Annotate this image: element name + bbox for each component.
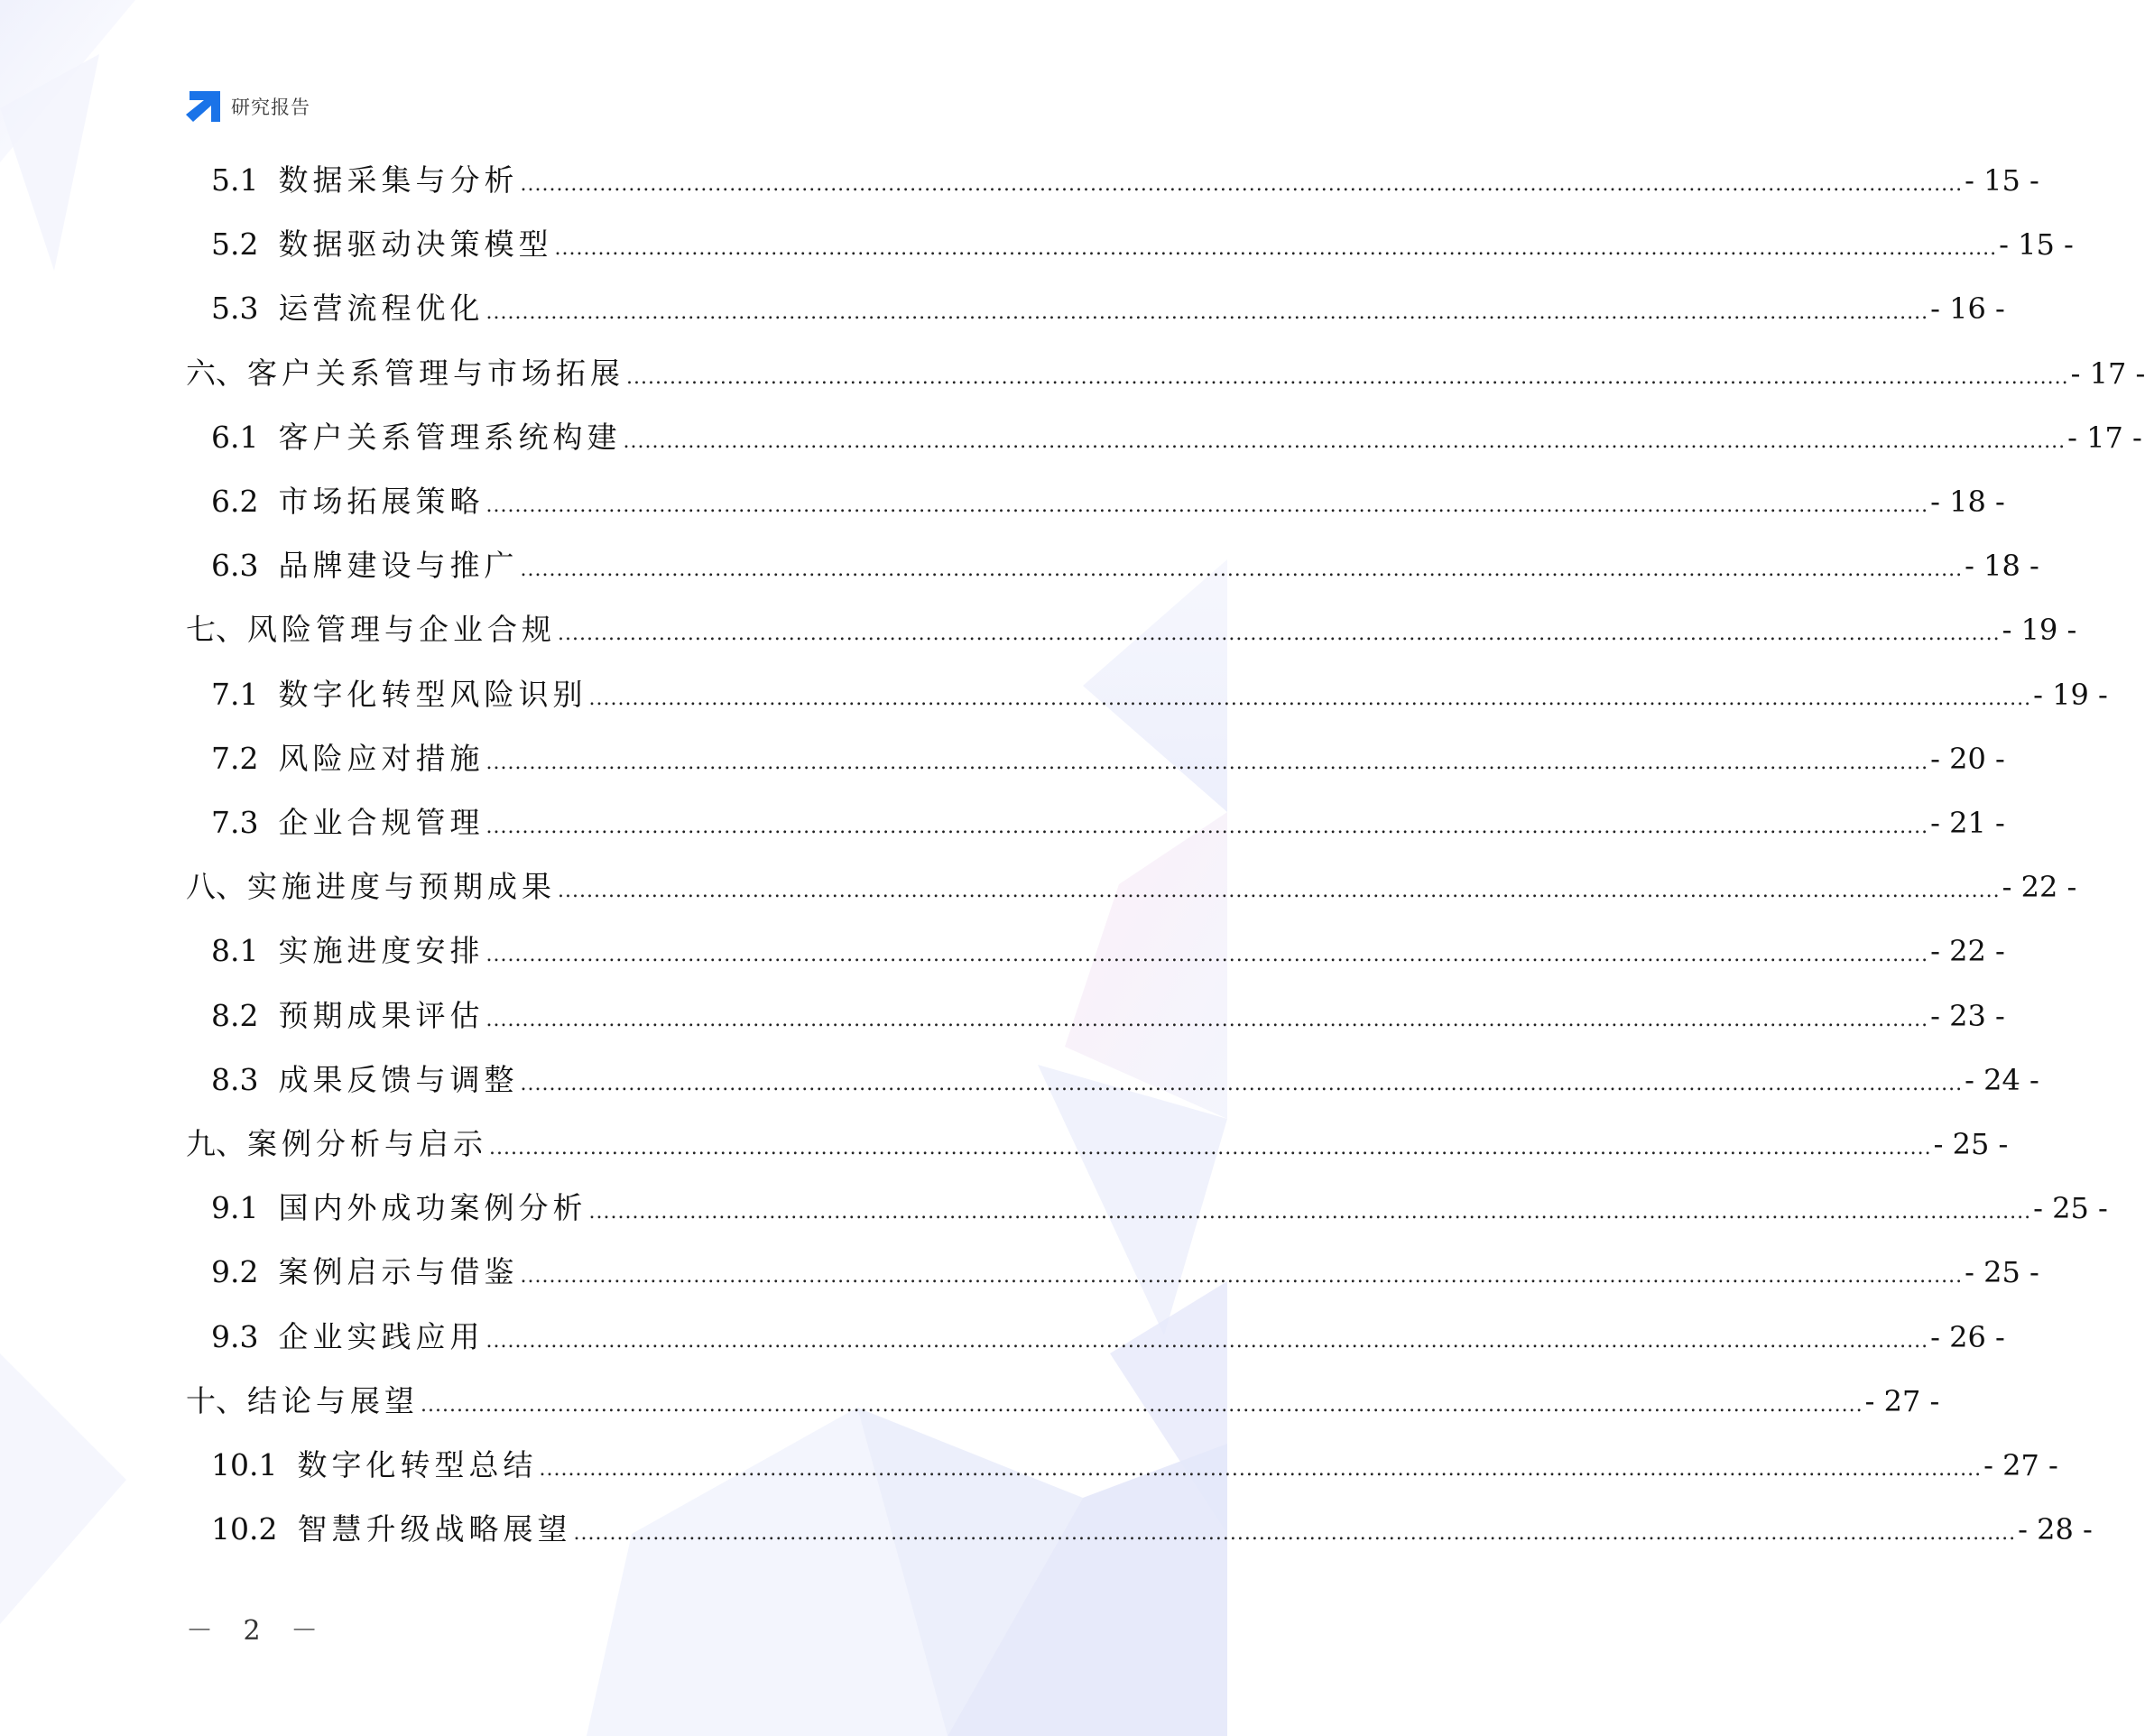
toc-entry[interactable] [211, 1312, 2005, 1362]
toc-entry-number: 8.1 [211, 933, 259, 969]
dot-leader: ........................................................................................................................................................................................................ [573, 1522, 2017, 1546]
toc-entry[interactable] [211, 155, 2039, 206]
toc-entry-page: - 19 - [2033, 677, 2108, 712]
toc-entry[interactable] [211, 1504, 2093, 1555]
toc-entry-number: 5.2 [211, 226, 259, 263]
toc-entry-number: 8.2 [211, 997, 259, 1033]
toc-entry-page: - 17 - [2070, 356, 2145, 391]
toc-entry-page: - 25 - [1933, 1127, 2009, 1161]
toc-entry-title: 国内外成功案例分析 [278, 1190, 587, 1226]
toc-entry-number: 7.2 [211, 740, 259, 776]
toc-entry-number: 十、 [186, 1382, 245, 1418]
toc-entry-page: - 18 - [1965, 549, 2039, 584]
toc-entry-number: 7.3 [211, 805, 259, 840]
toc-entry-number: 六、 [186, 355, 245, 391]
toc-entry-page: - 20 - [1930, 741, 2005, 776]
toc-entry-number: 九、 [186, 1126, 245, 1161]
toc-entry-page: - 27 - [1864, 1383, 1940, 1418]
dot-leader: ........................................................................................................................................................................................................ [421, 1393, 1863, 1417]
dot-leader: ........................................................................................................................................................................................................ [485, 1329, 1929, 1353]
toc-entry-number: 七、 [186, 612, 245, 648]
toc-entry-title: 结论与展望 [247, 1382, 419, 1418]
toc-entry-number: 7.1 [211, 676, 259, 712]
toc-entry-page: - 21 - [1930, 806, 2005, 840]
toc-entry-title: 智慧升级战略展望 [297, 1511, 572, 1547]
dot-leader: ........................................................................................................................................................................................................ [558, 880, 2001, 903]
toc-entry-title: 数字化转型总结 [297, 1447, 538, 1482]
dot-leader: ........................................................................................................................................................................................................ [623, 429, 2066, 453]
toc-entry[interactable] [211, 1440, 2058, 1491]
toc-entry[interactable] [211, 1055, 2039, 1105]
toc-entry[interactable] [211, 926, 2005, 976]
toc-entry-number: 6.2 [211, 484, 259, 519]
toc-entry-number: 6.1 [211, 419, 259, 455]
toc-entry-page: - 25 - [2033, 1191, 2108, 1226]
dot-leader: ........................................................................................................................................................................................................ [588, 1201, 2032, 1224]
dot-leader: ........................................................................................................................................................................................................ [485, 751, 1929, 774]
toc-entry[interactable] [186, 605, 2077, 655]
dot-leader: ........................................................................................................................................................................................................ [554, 237, 1998, 261]
toc-entry-page: - 23 - [1930, 998, 2005, 1033]
toc-entry-number: 9.3 [211, 1318, 259, 1354]
dot-leader: ........................................................................................................................................................................................................ [485, 816, 1929, 838]
toc-entry[interactable] [211, 798, 2005, 848]
toc-entry[interactable] [211, 1247, 2039, 1297]
toc-entry-number: 9.2 [211, 1254, 259, 1290]
dot-leader: ........................................................................................................................................................................................................ [485, 1008, 1929, 1031]
page-number: － 2 － [186, 1615, 329, 1647]
toc-entry-title: 客户关系管理与市场拓展 [247, 355, 624, 391]
toc-entry[interactable] [186, 1119, 2009, 1169]
toc-entry-page: - 22 - [2002, 870, 2077, 905]
toc-entry-title: 数字化转型风险识别 [278, 676, 587, 712]
dot-leader: ........................................................................................................................................................................................................ [489, 1137, 1932, 1159]
toc-entry-page: - 28 - [2018, 1512, 2093, 1547]
toc-entry[interactable] [211, 283, 2005, 334]
toc-entry-title: 预期成果评估 [278, 997, 485, 1033]
header-title: 研究报告 [231, 97, 310, 118]
dot-leader: ........................................................................................................................................................................................................ [485, 494, 1929, 517]
toc-entry-title: 实施进度安排 [278, 933, 485, 969]
toc-entry[interactable] [211, 734, 2005, 784]
toc-entry[interactable] [186, 862, 2077, 912]
toc-entry-title: 实施进度与预期成果 [247, 869, 556, 905]
toc-entry-number: 八、 [186, 869, 245, 905]
dot-leader: ........................................................................................................................................................................................................ [558, 623, 2001, 646]
toc-entry-title: 市场拓展策略 [278, 484, 485, 519]
toc-entry-number: 8.3 [211, 1061, 259, 1097]
toc-entry[interactable] [186, 348, 2145, 399]
toc-entry[interactable] [186, 1376, 1940, 1427]
toc-entry-page: - 17 - [2067, 420, 2142, 455]
dot-leader: ........................................................................................................................................................................................................ [520, 173, 1964, 196]
toc-entry[interactable] [211, 219, 2074, 270]
toc-entry-title: 运营流程优化 [278, 291, 485, 327]
toc-entry[interactable] [211, 412, 2142, 463]
toc-entry-number: 5.1 [211, 162, 259, 198]
dot-leader: ........................................................................................................................................................................................................ [539, 1458, 1983, 1481]
toc-entry-page: - 26 - [1930, 1319, 2005, 1354]
toc-entry-title: 客户关系管理系统构建 [278, 419, 622, 455]
dot-leader: ........................................................................................................................................................................................................ [626, 365, 2069, 389]
toc-entry-number: 9.1 [211, 1190, 259, 1226]
toc-entry-page: - 15 - [1999, 227, 2074, 263]
toc-entry-title: 品牌建设与推广 [278, 548, 519, 584]
toc-entry-title: 案例分析与启示 [247, 1126, 487, 1161]
dot-leader: ........................................................................................................................................................................................................ [520, 1265, 1964, 1288]
toc-entry-page: - 19 - [2002, 613, 2077, 648]
toc-entry[interactable] [211, 1183, 2108, 1233]
toc-entry-title: 风险应对措施 [278, 740, 485, 776]
toc-entry-title: 成果反馈与调整 [278, 1061, 519, 1097]
toc-entry-title: 数据驱动决策模型 [278, 226, 553, 263]
dot-leader: ........................................................................................................................................................................................................ [588, 687, 2032, 710]
toc-entry-page: - 27 - [1983, 1448, 2058, 1482]
toc-entry-number: 10.1 [211, 1447, 278, 1482]
toc-entry-page: - 22 - [1930, 934, 2005, 969]
toc-entry-title: 案例启示与借鉴 [278, 1254, 519, 1290]
toc-entry-page: - 24 - [1965, 1062, 2039, 1097]
toc-entry[interactable] [211, 991, 2005, 1041]
toc-entry[interactable] [211, 540, 2039, 591]
toc-entry-page: - 15 - [1965, 163, 2039, 198]
toc-entry-title: 数据采集与分析 [278, 162, 519, 198]
toc-entry-page: - 18 - [1930, 485, 2005, 519]
toc-entry[interactable] [211, 669, 2108, 720]
toc-entry-page: - 16 - [1930, 291, 2005, 327]
toc-entry-title: 企业合规管理 [278, 805, 485, 840]
dot-leader: ........................................................................................................................................................................................................ [485, 944, 1929, 967]
toc-entry[interactable] [211, 476, 2005, 527]
toc-entry-number: 6.3 [211, 548, 259, 584]
toc-entry-number: 5.3 [211, 291, 259, 327]
toc-entry-number: 10.2 [211, 1511, 278, 1547]
dot-leader: ........................................................................................................................................................................................................ [520, 1072, 1964, 1095]
toc-entry-title: 风险管理与企业合规 [247, 612, 556, 648]
dot-leader: ........................................................................................................................................................................................................ [520, 559, 1964, 582]
dot-leader: ........................................................................................................................................................................................................ [485, 301, 1929, 325]
toc-entry-page: - 25 - [1965, 1255, 2039, 1290]
toc-entry-title: 企业实践应用 [278, 1318, 485, 1354]
